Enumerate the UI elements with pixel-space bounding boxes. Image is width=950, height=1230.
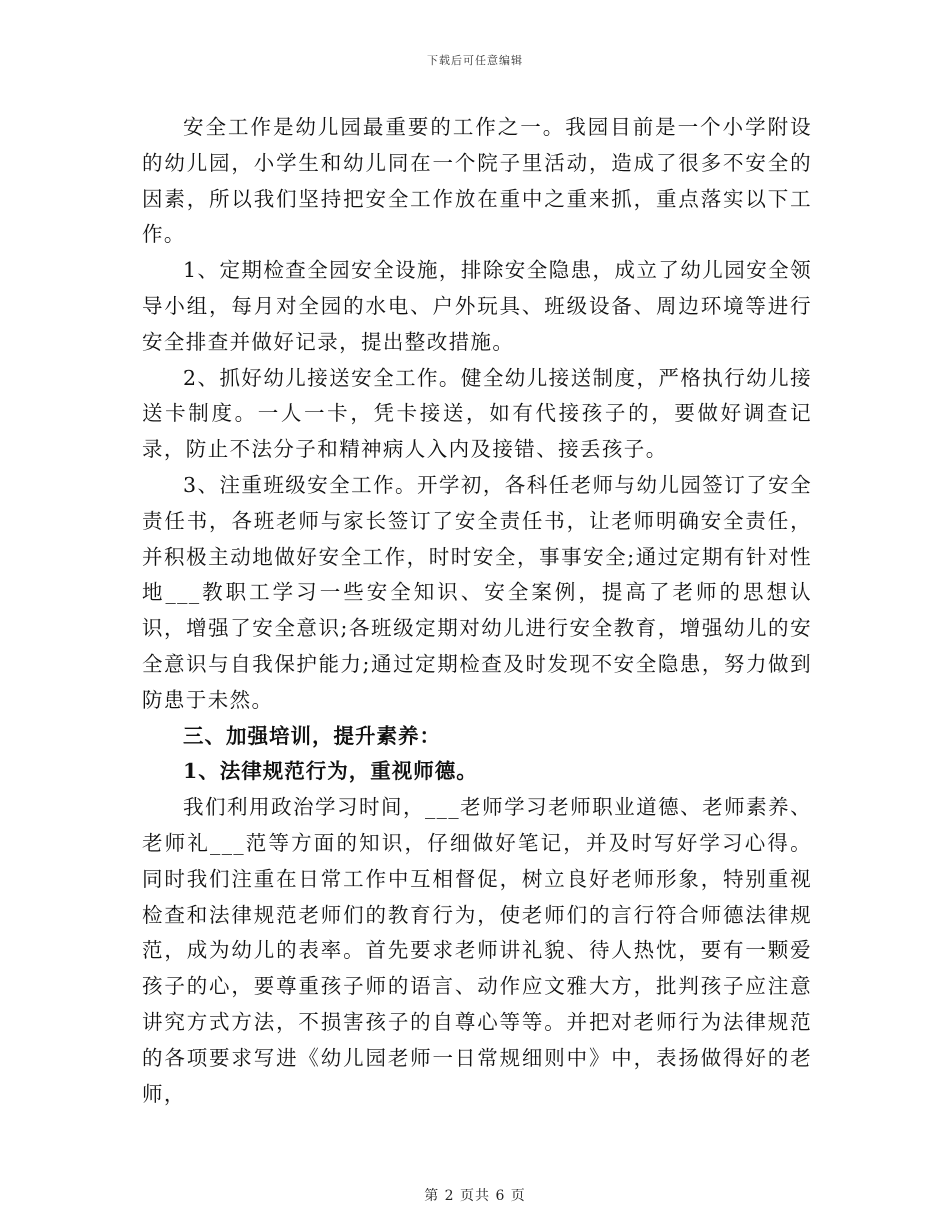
item-3-paragraph: 3、注重班级安全工作。开学初，各科任老师与幼儿园签订了安全责任书，各班老师与家长签订了安全责任书，让老师明确安全责任，并积极主动地做好安全工作，时时安全，事事安全;通过定期有针对性地___教职工学习一些安全知识、安全案例，提高了老师的思想认识，增强了安全意识;各班级定期对幼儿进行安全教育，增强幼儿的安全意识与自我保护能力;通过定期检查及时发现不安全隐患，努力做到防患于未然。 <box>142 472 812 712</box>
page-footer: 第 2 页共 6 页 <box>424 1188 526 1204</box>
intro-paragraph: 安全工作是幼儿园最重要的工作之一。我园目前是一个小学附设的幼儿园，小学生和幼儿同在一个院子里活动，造成了很多不安全的因素，所以我们坚持把安全工作放在重中之重来抓，重点落实以下工作。 <box>142 115 812 247</box>
section-heading: 三、加强培训，提升素养： <box>183 723 441 748</box>
training-paragraph: 我们利用政治学习时间，___老师学习老师职业道德、老师素养、老师礼___范等方面的知识，仔细做好笔记，并及时写好学习心得。同时我们注重在日常工作中互相督促，树立良好老师形象，特别重视检查和法律规范老师们的教育行为，使老师们的言行符合师德法律规范，成为幼儿的表率。首先要求老师讲礼貌、待人热忱，要有一颗爱孩子的心，要尊重孩子师的语言、动作应文雅大方，批判孩子应注意讲究方式方法，不损害孩子的自尊心等等。并把对老师行为法律规范的各项要求写进《幼儿园老师一日常规细则中》中，表扬做得好的老师， <box>142 795 812 1106</box>
item-2-paragraph: 2、抓好幼儿接送安全工作。健全幼儿接送制度，严格执行幼儿接送卡制度。一人一卡，凭卡接送，如有代接孩子的，要做好调查记录，防止不法分子和精神病人入内及接错、接丢孩子。 <box>142 365 812 462</box>
document-body <box>142 110 812 1112</box>
subsection-heading: 1、法律规范行为，重视师德。 <box>183 759 478 784</box>
page-header: 下载后可任意编辑 <box>427 54 523 67</box>
item-1-paragraph: 1、定期检查全园安全设施，排除安全隐患，成立了幼儿园安全领导小组，每月对全园的水电、户外玩具、班级设备、周边环境等进行安全排查并做好记录，提出整改措施。 <box>142 258 812 354</box>
